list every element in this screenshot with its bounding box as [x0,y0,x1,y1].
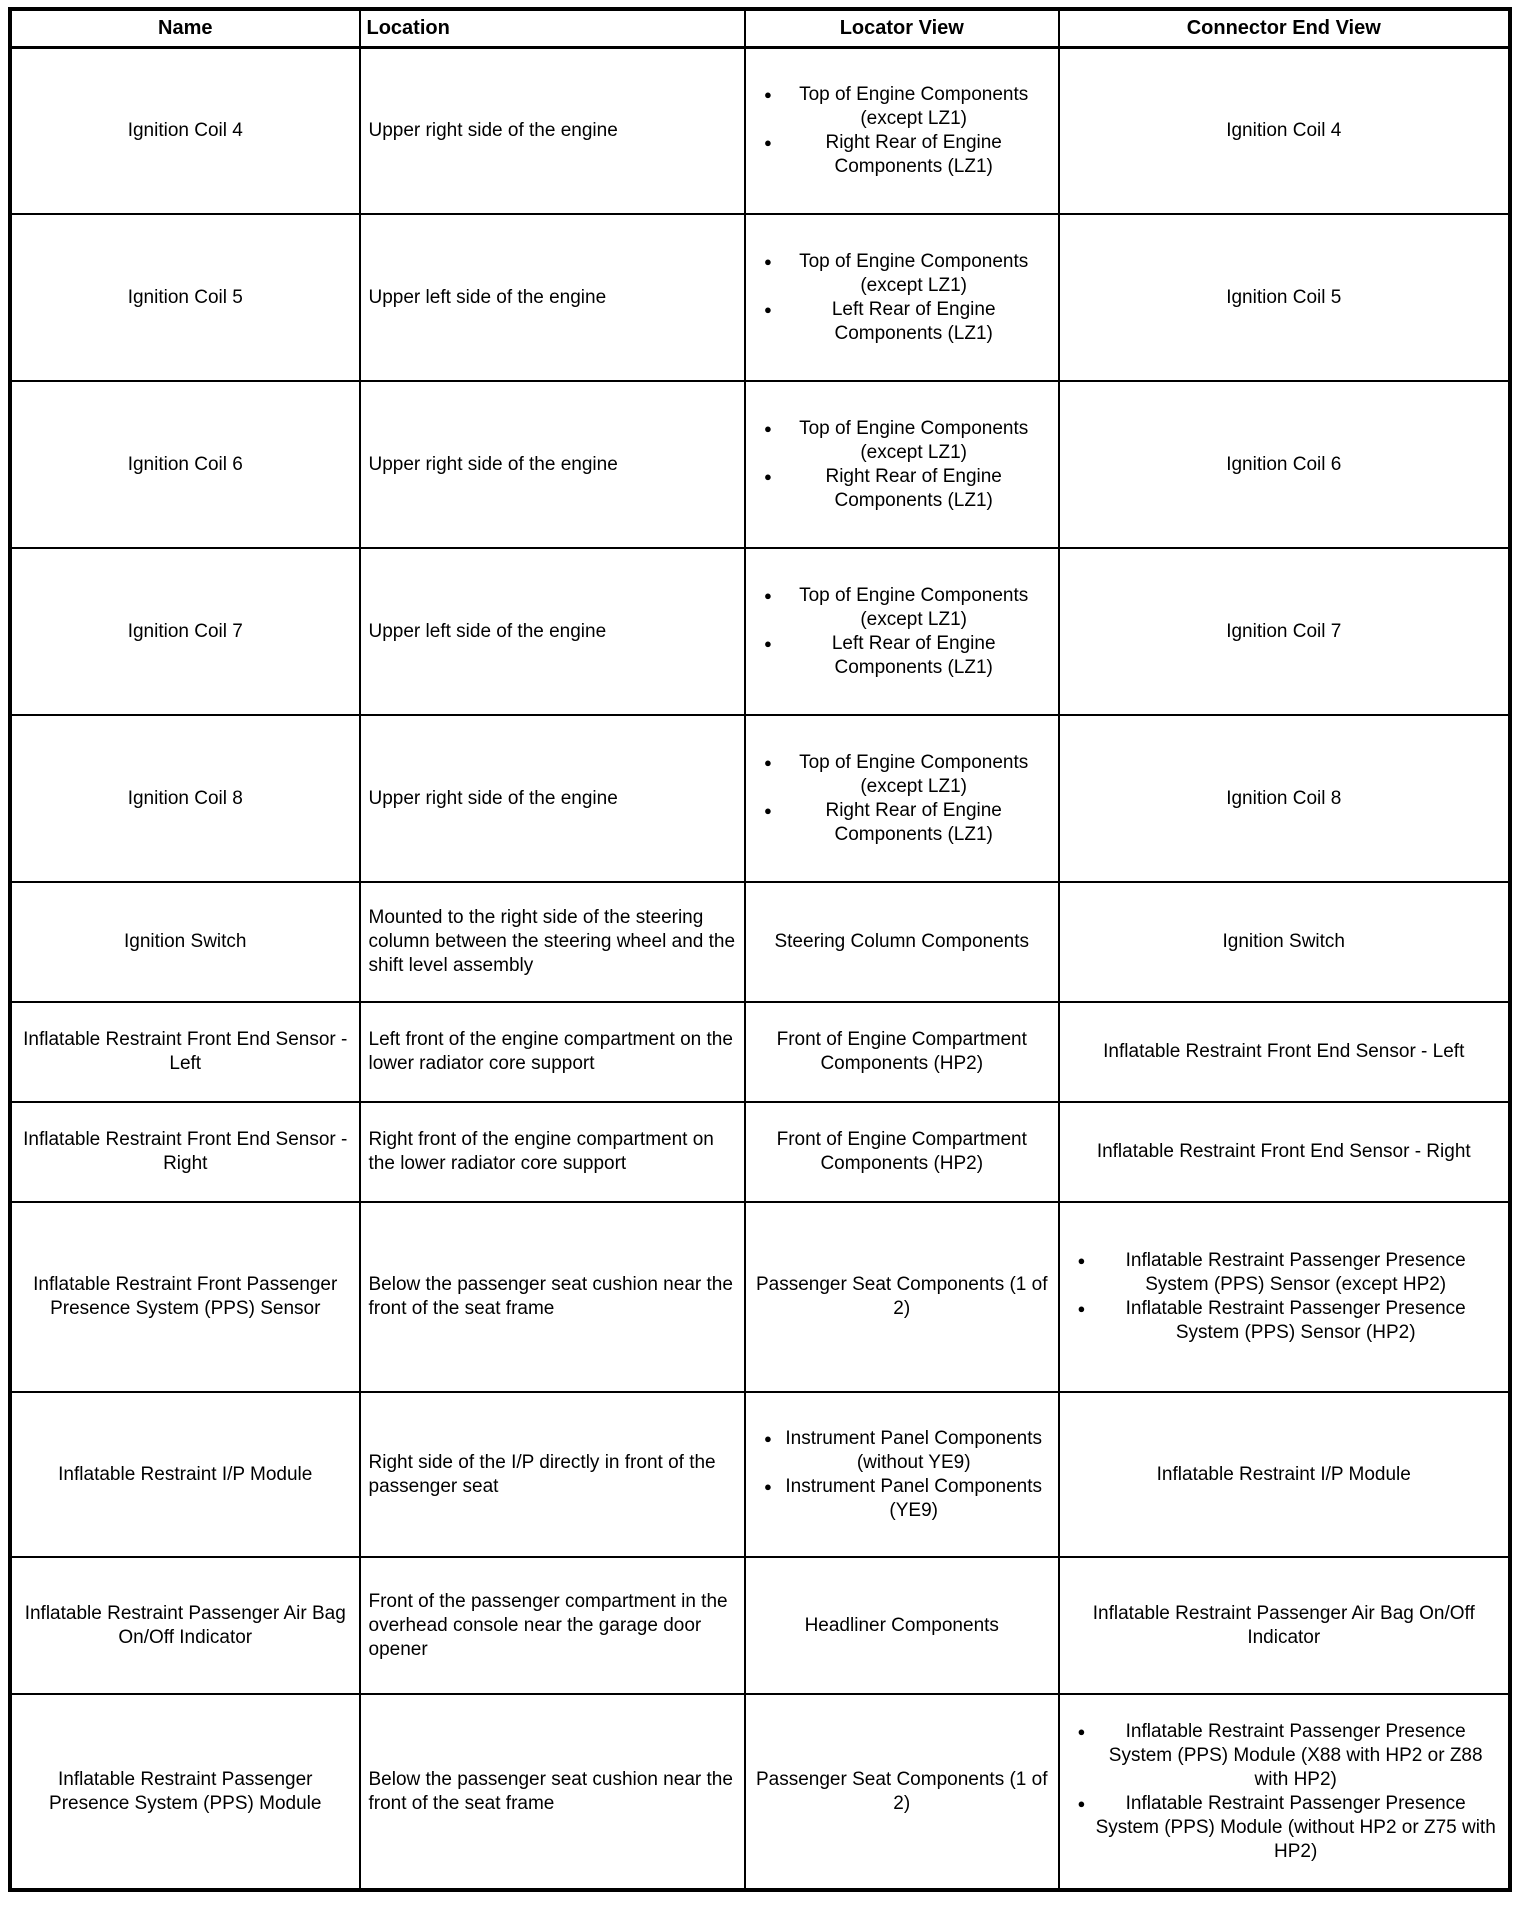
table-row [10,214,1510,381]
table-row [10,1392,1510,1557]
cell-name: Inflatable Restraint Passenger Air Bag On/Off Indicator [10,1557,360,1694]
bullet-text: Top of Engine Components (except LZ1) [799,83,1029,129]
cell-locator-view: Passenger Seat Components (1 of 2) [745,1202,1059,1392]
cell-location: Upper left side of the engine [360,214,746,381]
cell-connector-end-view: Inflatable Restraint Front End Sensor - Left [1059,1002,1511,1102]
bullet-text: Top of Engine Components (except LZ1) [799,250,1029,296]
bullet-list [754,751,1050,847]
bullet-icon: ● [764,1430,772,1446]
cell-name: Ignition Switch [10,882,360,1002]
bullet-icon: ● [764,802,772,818]
bullet-item [764,83,1048,131]
cell-connector-end-view: Ignition Coil 4 [1059,47,1511,214]
table-row [10,882,1510,1002]
bullet-icon: ● [764,587,772,603]
cell-name: Inflatable Restraint Passenger Presence System (PPS) Module [10,1694,360,1890]
header-row [10,9,1510,47]
bullet-icon: ● [764,754,772,770]
table-row [10,548,1510,715]
cell-locator-view [745,47,1059,214]
bullet-item [764,417,1048,465]
cell-name: Inflatable Restraint Front End Sensor - Right [10,1102,360,1202]
cell-locator-view: Passenger Seat Components (1 of 2) [745,1694,1059,1890]
bullet-text: Inflatable Restraint Passenger Presence System (PPS) Sensor (except HP2) [1125,1250,1466,1295]
cell-location: Mounted to the right side of the steering column between the steering wheel and the shift level assembly [360,882,746,1002]
bullet-item [764,250,1048,298]
table-row [10,381,1510,548]
bullet-text: Top of Engine Components (except LZ1) [799,417,1029,463]
bullet-text: Inflatable Restraint Passenger Presence System (PPS) Sensor (HP2) [1125,1298,1466,1343]
table-row [10,1202,1510,1392]
bullet-text: Left Rear of Engine Components (LZ1) [831,632,996,678]
component-locator-table [8,7,1512,1892]
bullet-item [764,584,1048,632]
cell-locator-view [745,548,1059,715]
cell-name: Ignition Coil 7 [10,548,360,715]
cell-location: Upper left side of the engine [360,548,746,715]
cell-connector-end-view: Ignition Coil 6 [1059,381,1511,548]
cell-name: Ignition Coil 8 [10,715,360,882]
table-row [10,1557,1510,1694]
cell-location: Left front of the engine compartment on the lower radiator core support [360,1002,746,1102]
column-header-connector-end-view: Connector End View [1059,9,1511,47]
bullet-icon: ● [764,468,772,484]
bullet-item [764,632,1048,680]
cell-location: Below the passenger seat cushion near the front of the seat frame [360,1694,746,1890]
bullet-list [754,250,1050,346]
bullet-item [1078,1792,1499,1864]
bullet-list [754,417,1050,513]
column-header-location: Location [360,9,746,47]
bullet-icon: ● [1077,1253,1086,1268]
table-row [10,715,1510,882]
cell-connector-end-view [1059,1202,1511,1392]
cell-connector-end-view: Ignition Coil 8 [1059,715,1511,882]
bullet-item [764,298,1048,346]
bullet-text: Inflatable Restraint Passenger Presence System (PPS) Module (without HP2 or Z75 with HP2) [1095,1792,1496,1862]
cell-locator-view [745,214,1059,381]
cell-locator-view: Front of Engine Compartment Components (HP2) [745,1002,1059,1102]
cell-location: Upper right side of the engine [360,381,746,548]
cell-locator-view: Headliner Components [745,1557,1059,1694]
bullet-text: Instrument Panel Components (without YE9) [785,1427,1042,1473]
bullet-item [764,131,1048,179]
bullet-item [764,1427,1048,1475]
bullet-text: Right Rear of Engine Components (LZ1) [825,799,1002,845]
bullet-icon: ● [764,86,772,102]
bullet-icon: ● [1077,1723,1086,1739]
cell-connector-end-view: Ignition Switch [1059,882,1511,1002]
bullet-item [764,1475,1048,1523]
cell-connector-end-view: Inflatable Restraint Passenger Air Bag On/Off Indicator [1059,1557,1511,1694]
table-row [10,1102,1510,1202]
bullet-list [1068,1720,1501,1864]
table-row [10,1002,1510,1102]
bullet-list [1068,1249,1501,1345]
bullet-text: Inflatable Restraint Passenger Presence System (PPS) Module (X88 with HP2 or Z88 with HP2) [1108,1720,1483,1790]
cell-connector-end-view: Inflatable Restraint Front End Sensor - Right [1059,1102,1511,1202]
bullet-icon: ● [764,1478,772,1494]
cell-name: Ignition Coil 5 [10,214,360,381]
cell-location: Upper right side of the engine [360,47,746,214]
bullet-list [754,1427,1050,1523]
cell-name: Ignition Coil 6 [10,381,360,548]
table-row [10,47,1510,214]
bullet-list [754,83,1050,179]
cell-location: Right side of the I/P directly in front of the passenger seat [360,1392,746,1557]
bullet-item [1078,1720,1499,1792]
cell-name: Inflatable Restraint I/P Module [10,1392,360,1557]
bullet-icon: ● [764,301,772,317]
cell-name: Ignition Coil 4 [10,47,360,214]
cell-location: Front of the passenger compartment in the overhead console near the garage door opener [360,1557,746,1694]
bullet-icon: ● [764,420,772,436]
cell-connector-end-view [1059,1694,1511,1890]
cell-location: Below the passenger seat cushion near the front of the seat frame [360,1202,746,1392]
cell-locator-view [745,715,1059,882]
bullet-item [764,751,1048,799]
cell-connector-end-view: Inflatable Restraint I/P Module [1059,1392,1511,1557]
cell-name: Inflatable Restraint Front End Sensor - Left [10,1002,360,1102]
bullet-icon: ● [764,134,772,150]
cell-locator-view [745,1392,1059,1557]
bullet-text: Top of Engine Components (except LZ1) [799,751,1029,797]
cell-connector-end-view: Ignition Coil 7 [1059,548,1511,715]
bullet-icon: ● [764,253,772,269]
cell-locator-view [745,381,1059,548]
bullet-item [764,799,1048,847]
bullet-item [1078,1249,1499,1297]
bullet-text: Left Rear of Engine Components (LZ1) [831,298,996,344]
cell-connector-end-view: Ignition Coil 5 [1059,214,1511,381]
cell-name: Inflatable Restraint Front Passenger Presence System (PPS) Sensor [10,1202,360,1392]
bullet-icon: ● [1077,1301,1086,1316]
cell-location: Upper right side of the engine [360,715,746,882]
bullet-text: Right Rear of Engine Components (LZ1) [825,465,1002,511]
table-row [10,1694,1510,1890]
column-header-name: Name [10,9,360,47]
bullet-icon: ● [764,635,772,651]
bullet-text: Right Rear of Engine Components (LZ1) [825,131,1002,177]
column-header-locator-view: Locator View [745,9,1059,47]
bullet-item [764,465,1048,513]
bullet-text: Instrument Panel Components (YE9) [785,1475,1042,1521]
cell-location: Right front of the engine compartment on the lower radiator core support [360,1102,746,1202]
bullet-item [1078,1297,1499,1345]
cell-locator-view: Steering Column Components [745,882,1059,1002]
bullet-list [754,584,1050,680]
bullet-text: Top of Engine Components (except LZ1) [799,584,1029,630]
cell-locator-view: Front of Engine Compartment Components (HP2) [745,1102,1059,1202]
bullet-icon: ● [1077,1795,1086,1811]
